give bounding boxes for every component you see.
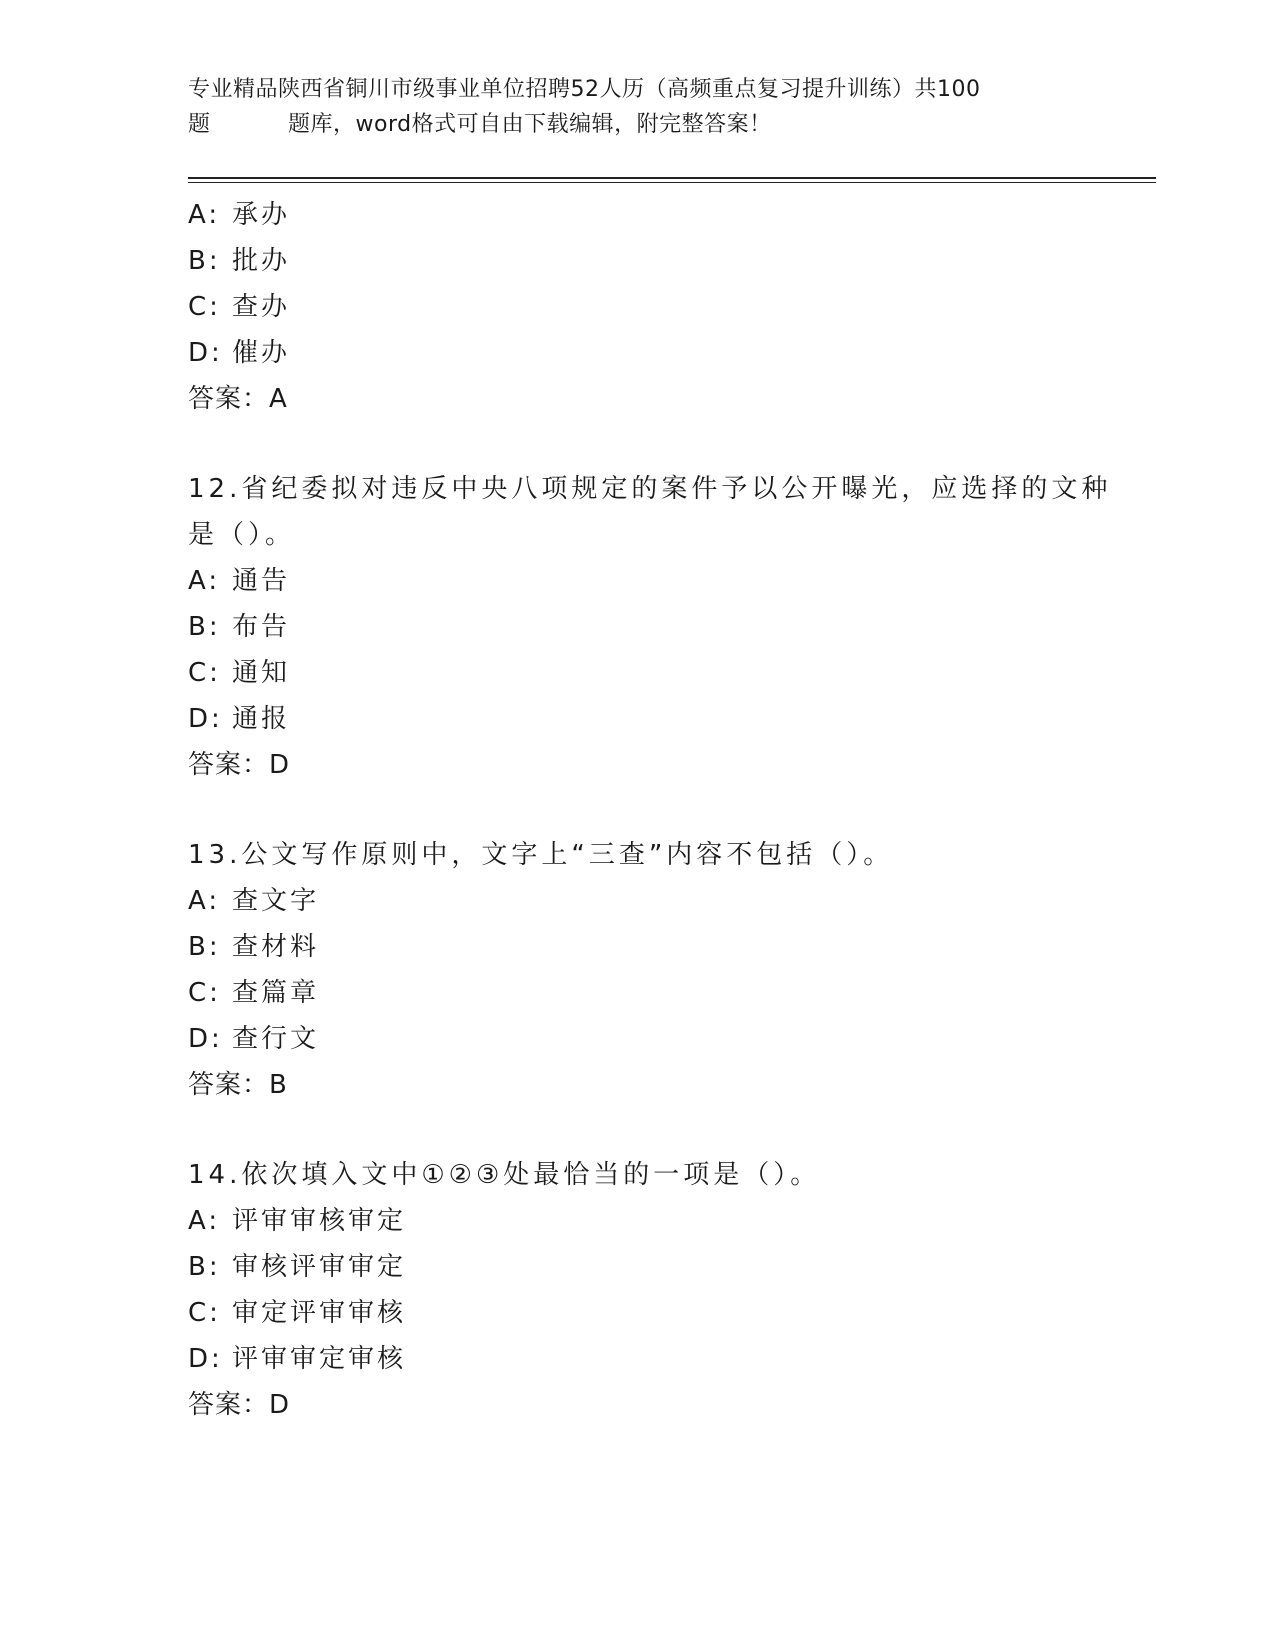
option-text: 通报 xyxy=(232,704,291,734)
question-spacer xyxy=(188,788,1088,832)
question-13-option-a xyxy=(188,878,1088,924)
question-13-answer: 答案：B xyxy=(188,1070,288,1100)
option-key: B: xyxy=(188,1252,221,1282)
question-12-option-b xyxy=(188,604,1088,650)
header-title-line-2 xyxy=(188,107,1088,142)
question-14-option-a xyxy=(188,1198,1088,1244)
option-key: B: xyxy=(188,932,221,962)
question-spacer xyxy=(188,1108,1088,1152)
question-11-option-b xyxy=(188,238,1088,284)
question-12-stem-continued: 是（）。 xyxy=(188,520,296,550)
question-13-option-b xyxy=(188,924,1088,970)
option-text: 承办 xyxy=(232,200,291,230)
header-title-fragment: 题 xyxy=(188,112,211,137)
option-text: 审定评审审核 xyxy=(232,1298,407,1328)
option-key: D: xyxy=(188,1024,223,1054)
question-12-option-d xyxy=(188,696,1088,742)
question-14-option-c xyxy=(188,1290,1088,1336)
header-title-description: 题库，word格式可自由下载编辑，附完整答案！ xyxy=(288,112,772,137)
question-list xyxy=(188,192,1112,1428)
question-12-answer: 答案：D xyxy=(188,750,291,780)
question-11-answer: 答案：A xyxy=(188,384,288,414)
option-text: 查篇章 xyxy=(232,978,320,1008)
option-text: 查材料 xyxy=(232,932,320,962)
question-11-option-d xyxy=(188,330,1088,376)
option-key: D: xyxy=(188,1344,223,1374)
question-14-option-d xyxy=(188,1336,1088,1382)
option-text: 查办 xyxy=(232,292,291,322)
option-key: A: xyxy=(188,200,221,230)
option-key: C: xyxy=(188,658,221,688)
option-text: 布告 xyxy=(232,612,291,642)
question-14-option-b xyxy=(188,1244,1088,1290)
question-12-block xyxy=(188,466,1112,788)
header-divider-thick xyxy=(188,177,1156,179)
option-text: 催办 xyxy=(232,338,291,368)
option-key: D: xyxy=(188,338,223,368)
question-13-option-c xyxy=(188,970,1088,1016)
question-spacer xyxy=(188,422,1088,466)
option-key: B: xyxy=(188,612,221,642)
option-key: A: xyxy=(188,566,221,596)
option-key: C: xyxy=(188,1298,221,1328)
header-title-line-1: 专业精品陕西省铜川市级事业单位招聘52人历（高频重点复习提升训练）共100 xyxy=(188,77,981,102)
question-12-option-a xyxy=(188,558,1088,604)
option-text: 批办 xyxy=(232,246,291,276)
option-key: D: xyxy=(188,704,223,734)
question-11-block xyxy=(188,192,1088,422)
option-text: 审核评审审定 xyxy=(232,1252,407,1282)
option-key: C: xyxy=(188,978,221,1008)
option-text: 查行文 xyxy=(232,1024,320,1054)
option-text: 评审审核审定 xyxy=(232,1206,407,1236)
question-12-stem: 12.省纪委拟对违反中央八项规定的案件予以公开曝光，应选择的文种 xyxy=(188,474,1112,504)
option-key: C: xyxy=(188,292,221,322)
option-text: 评审审定审核 xyxy=(232,1344,407,1374)
question-13-block xyxy=(188,832,1088,1108)
question-14-block xyxy=(188,1152,1088,1428)
question-14-answer: 答案：D xyxy=(188,1390,291,1420)
option-text: 查文字 xyxy=(232,886,320,916)
question-14-stem: 14.依次填入文中①②③处最恰当的一项是（）。 xyxy=(188,1160,821,1190)
question-11-option-c xyxy=(188,284,1088,330)
question-13-option-d xyxy=(188,1016,1088,1062)
question-13-stem: 13.公文写作原则中，文字上“三查”内容不包括（）。 xyxy=(188,840,894,870)
option-key: A: xyxy=(188,886,221,916)
question-12-option-c xyxy=(188,650,1088,696)
option-text: 通知 xyxy=(232,658,291,688)
option-text: 通告 xyxy=(232,566,291,596)
document-header xyxy=(188,72,1088,142)
option-key: A: xyxy=(188,1206,221,1236)
header-divider-thin xyxy=(188,182,1156,183)
question-11-option-a xyxy=(188,192,1088,238)
option-key: B: xyxy=(188,246,221,276)
